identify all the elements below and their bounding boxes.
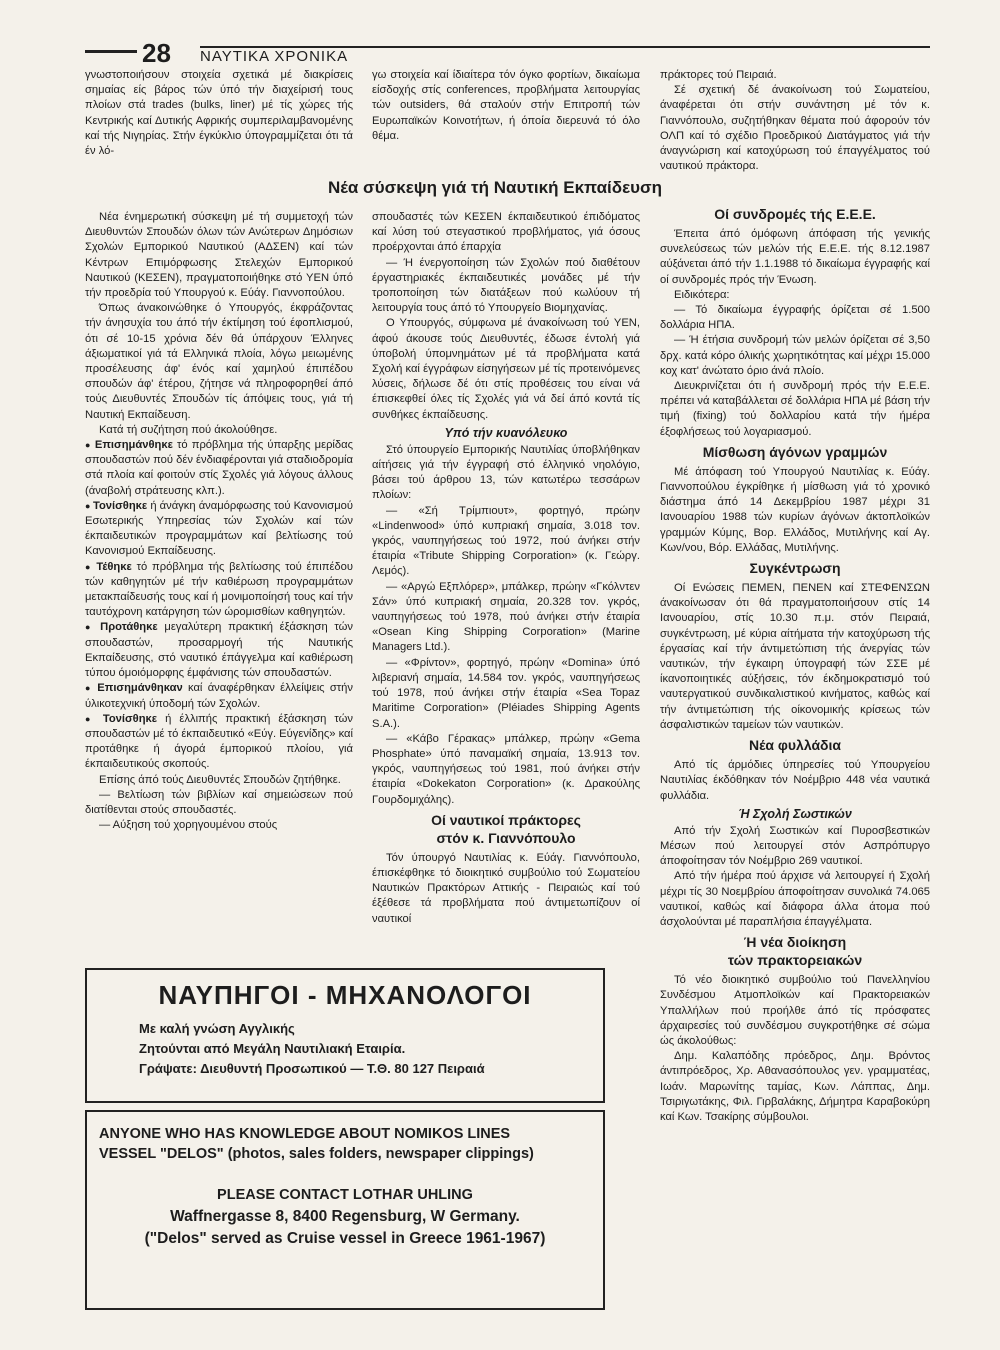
col1-bullet: ● Τονίσθηκε ή άνάγκη άναμόρφωσης τού Κανονισμού Εσωτερικής Υπηρεσίας τών Σχολών καί τών έκπαιδευτικών προγραμμάτων καί βελτίωσης τού Κανονισμού Εκπαίδευσης.: [85, 499, 353, 560]
col3-paragraph: Δημ. Καλαπόδης πρόεδρος, Δημ. Βρόντος άντιπρόεδρος, Χρ. Αθανασόπουλος γεν. γραμματέας, Ιωάν. Μαρωνίτης ταμίας, Κων. Λάππας, Δημ. Τσιριγωτάκης, Φιλ. Γιρβαλάκης, Δήμητρα Καραβοκύρη καί Κων. Τσακίρης σύμβουλοι.: [660, 1050, 930, 1123]
col1-paragraph: Επίσης άπό τούς Διευθυντές Σπουδών ζητήθηκε.: [99, 773, 341, 786]
col3-paragraph: Τό νέο διοικητικό συμβούλιο τού Πανελληνίου Συνδέσμου Ατμοπλοϊκών καί Πρακτορειακών Υπαλλήλων πού προήλθε άπό τίς πρόσφατες άρχαιρεσίες τού συνδέσμου συγκροτήθηκε σέ σώμα ώς άκολούθως:: [660, 974, 930, 1047]
col2-paragraph: — Ή ένεργοποίηση τών Σχολών πού διαθέτουν έργαστηριακές έκπαιδευτικές μονάδες μέ τήν τροποποίηση τών διατάξεων πού κωλύουν τή λειτουργία τους άπό τό Υπουργείο Βιομηχανίας.: [372, 256, 640, 315]
col1-paragraph: Κατά τή συζήτηση πού άκολούθησε.: [99, 423, 278, 436]
header-rule-left: [85, 50, 137, 53]
col1-bullet: ● Τονίσθηκε ή έλλιπής πρακτική έξάσκηση τών σπουδαστών μέ τό έκπαιδευτικό «Εύγ. Εύγενίδης» καί προτάθηκε ή άγορά έμπορικού πλοίου, γιά έκπαιδευτικούς σκοπούς.: [85, 712, 353, 773]
page-number: 28: [142, 38, 171, 68]
col3-paragraph: Έπειτα άπό όμόφωνη άπόφαση τής γενικής συνελεύσεως τών μελών τής Ε.Ε.Ε. τής 8.12.1987 αύξάνεται άπό τήν 1.1.1988 τό δικαίωμα έγγραφής καί οί συνδρομές πρός τήν Ένωση.: [660, 228, 930, 286]
top-col1-text: γνωστοποιήσουν στοιχεία σχετικά μέ διακρίσεις σημαίας είς βάρος τών ύπό τήν διαχείρισή τους πλοίων στά trades (bulks, liner) μέ τίς χώρες τής Κεντρικής καί Δυτικής Αφρικής συμπεριλαμβανομένης καί τής Νιγηρίας. Στήν έγκύκλιο ύπογραμμίζεται ότι τά έν λό-: [85, 69, 353, 158]
ad-line: ("Delos" served as Cruise vessel in Greece 1961-1967): [144, 1230, 546, 1247]
subheading-dioikisi: Ή νέα διοίκηση τών πρακτορειακών: [727, 934, 863, 969]
subheading-syndromes: Οί συνδρομές τής Ε.Ε.Ε.: [714, 206, 876, 222]
article-column-2: [372, 210, 640, 958]
ad-line: Με καλή γνώση Αγγλικής: [139, 1021, 295, 1036]
subheading-praktores: Οί ναυτικοί πράκτορες στόν κ. Γιαννόπουλο: [431, 811, 581, 846]
subheading-fylladia: Νέα φυλλάδια: [748, 737, 842, 754]
col3-paragraph: Από τίς άρμόδιες ύπηρεσίες τού Υπουργείου Ναυτιλίας έκδόθηκαν τόν Νοέμβριο 448 νέα ναυτικά φυλλάδια.: [660, 759, 930, 802]
col3-paragraph: Διευκρινίζεται ότι ή συνδρομή πρός τήν Ε.Ε.Ε. πρέπει νά καταβάλλεται σέ δολλάρια ΗΠΑ μέ βάση τήν τιμή (fixing) τού δολλαρίου κατά τήν ήμέρα έξοφλήσεως τού λογαριασμού.: [660, 380, 930, 438]
col1-bullet: ● Επισημάνθηκε τό πρόβλημα τής ύπαρξης μερίδας σπουδαστών πού δέν ένδιαφέρονται γιά σταδιοδρομία στά πλοία καί φοιτούν στίς Σχολές γιά λόγους άλλους (άναβολή στράτευσης κλπ.).: [85, 438, 353, 499]
ad-line: Waffnergasse 8, 8400 Regensburg, W Germany.: [170, 1208, 520, 1225]
col2-paragraph: — «Κάβο Γέρακας» μπάλκερ, πρώην «Gema Phosphate» ύπό παναμαϊκή σημαία, 13.913 τον. γκρός, ναυπηγήσεως τού 1981, πού άνήκει στήν έταιρία «Dokekaton Corporation» (κ. Δρακούλης Γουρδομιχάλης).: [372, 732, 640, 806]
col1-bullet: ● Επισημάνθηκαν καί άναφέρθηκαν έλλείψεις στήν ύλικοτεχνική ύποδομή τών Σχολών.: [85, 681, 353, 711]
col1-paragraph: Όπως άνακοινώθηκε ό Υπουργός, έκφράζοντας τήν άνησυχία του άπό τήν έκτίμηση τού έφοπλισμού, ότι σέ 10-15 χρόνια δέν θά ύπάρχουν Έλληνες άξιωματικοί γιά τά Ελληνικά πλοία, λόγω μειωμένης προσέλευσης άφ' ένός καί χαμηλού έπιπέδου σπουδών άφ' έτέρου, ζήτησε νά πληροφορηθεί άπό τούς Διευθυντές Σπουδών τίς άπόψεις τους, γιά τή Ναυτική Εκπαίδευση.: [85, 302, 353, 421]
col3-paragraph: — Ή έτήσια συνδρομή τών μελών όρίζεται σέ 3,50 δρχ. κατά κόρο όλικής χωρητικότητας καί μέχρι 15.000 κοχ κατ' άνώτατο όριο άνά πλοίο.: [660, 334, 930, 377]
ad-line: Ζητούνται από Μεγάλη Ναυτιλιακή Εταιρία.: [139, 1041, 406, 1056]
col2-paragraph: Στό ύπουργείο Εμπορικής Ναυτιλίας ύποβλήθηκαν αίτήσεις γιά τήν έγγραφή στό έλληνικό νηολόγιο, βάσει τού άρθρου 13, τών κατωτέρω τεσσάρων πλοίων:: [372, 443, 640, 502]
col1-paragraph: Νέα ένημερωτική σύσκεψη μέ τή συμμετοχή τών Διευθυντών Σπουδών όλων τών Ανώτερων Δημόσιων Σχολών Εμπορικού Ναυτικού (ΑΔΣΕΝ) καί τών Κέντρων Επιμόρφωσης Στελεχών Εμπορικού Ναυτικού (ΚΕΣΕΝ), πραγματοποιήθηκε στό ΥΕΝ ύπό τήν προεδρία τού Υπουργού κ. Εύάγ. Γιαννοπούλου.: [85, 211, 353, 300]
ad-line: Γράψατε: Διευθυντή Προσωπικού — Τ.Θ. 80 127 Πειραιά: [139, 1061, 485, 1076]
col3-paragraph: — Τό δικαίωμα έγγραφής όρίζεται σέ 1.500 δολλάρια ΗΠΑ.: [660, 304, 930, 332]
top-column-1: [85, 68, 353, 174]
publication-name: ΝΑΥΤΙΚΑ ΧΡΟΝΙΚΑ: [200, 48, 349, 65]
col1-paragraph: — Βελτίωση τών βιβλίων καί σημειώσεων πού διατίθενται στούς σπουδαστές.: [85, 788, 353, 816]
top-col2-text: γω στοιχεία καί ίδιαίτερα τόν όγκο φορτίων, δικαίωμα είσδοχής στίς conferences, προβλήματα λειτουργίας τών outsiders, θά σταλούν στήν Επιτροπή τών Ευρωπαϊκών Κοινοτήτων, ή όποία διερευνά τό όλο θέμα.: [372, 69, 640, 142]
main-article-title: Νέα σύσκεψη γιά τή Ναυτική Εκπαίδευση: [327, 178, 663, 197]
delos-notice: [85, 1110, 605, 1310]
col1-paragraph: — Αύξηση τού χορηγουμένου στούς: [99, 819, 278, 832]
top-column-3: [660, 68, 930, 202]
ad-line: ANYONE WHO HAS KNOWLEDGE ABOUT NOMIKOS LINES: [99, 1126, 511, 1142]
ad-title: ΝΑΥΠΗΓΟΙ - ΜΗΧΑΝΟΛΟΓΟΙ: [158, 980, 532, 1010]
article-column-1: [85, 210, 353, 958]
header-rule-right: [200, 46, 930, 48]
col3-paragraph: Οί Ενώσεις ΠΕΜΕΝ, ΠΕΝΕΝ καί ΣΤΕΦΕΝΣΩΝ άνακοίνωσαν ότι θά πραγματοποιήσουν στίς 14 Ιανουαρίου, στίς 10.30 π.μ. στόν Πειραιά, συγκέντρωση, μέ κύρια αίτήματα τήν κατοχύρωση τής έργασίας καί τήν άντιμετώπιση τής άνεργίας τών ναυτικών, τήν έγκαιρη ύπογραφή τών ΣΣΕ μέ ίκανοποιητικές αύξήσεις, τόν έκδημοκρατισμό τού ναυτεργατικού συνδικαλιστικού κινήματος, καθώς καί τήν άντιμετώπιση τής οίκονομικής κρίσεως τών άσφαλιστικών ταμείων τών ναυτικών.: [660, 582, 930, 731]
col2-paragraph: Ο Υπουργός, σύμφωνα μέ άνακοίνωση τού ΥΕΝ, άφού άκουσε τούς Διευθυντές, έδωσε έντολή γιά ύποβολή ύπομνημάτων μέ τά προβλήματα κατά Σχολή καί έγγράφων είσηγήσεων μέ τίς προτεινόμενες λύσεις, δήλωσε δέ ότι στίς προθέσεις του είναι νά έπισκεφθεί όλες τίς Σχολές γιά νά δεί άπό κοντά τίς συνθήκες έκπαίδευσης.: [372, 317, 640, 421]
subheading-misthosi: Μίσθωση άγόνων γραμμών: [702, 443, 888, 460]
col3-paragraph: Μέ άπόφαση τού Υπουργού Ναυτιλίας κ. Εύάγ. Γιαννοπούλου έγκρίθηκε ή μίσθωση γιά τό χρονικό διάστημα άπό 14 Δεκεμβρίου 1987 μέχρι 31 Ιανουαρίου 1988 τών κυρίων άγόνων άκτοπλοϊκών γραμμών Κύμης, Βορ. Ελλάδος, Μυτιλήνης καί Αγ. Κων/νου, Βόρ. Ελλάδας, Μυτιλήνης.: [660, 465, 930, 554]
col1-bullet: ● Προτάθηκε μεγαλύτερη πρακτική έξάσκηση τών σπουδαστών, προσαρμογή τής Ναυτικής Εκπαίδευσης, στό ναυτικό έπάγγελμα καί καθιέρωση τύπου όμοιόμορφης έμφάνισης τών σπουδαστών.: [85, 620, 353, 681]
col2-paragraph: — «Σή Τρίμπιουτ», φορτηγό, πρώην «Lindenwood» ύπό κυπριακή σημαία, 3.018 τον. γκρός, ναυπηγήσεως τού 1972, πού άνήκει στήν έταιρία «Tribute Shipping Corporation» (κ. Γεώργ. Λεμός).: [372, 504, 640, 578]
col2-paragraph: — «Φρίντον», φορτηγό, πρώην «Domina» ύπό λιβεριανή σημαία, 14.584 τον. γκρός, ναυπηγήσεως τού 1978, πού άνήκει στήν έταιρία «Sea Topaz Maritime Corporation» (Pléiades Shipping Agents S.A.).: [372, 656, 640, 730]
ad-line: VESSEL "DELOS" (photos, sales folders, newspaper clippings): [99, 1146, 534, 1162]
col3-paragraph: Από τήν ήμέρα πού άρχισε νά λειτουργεί ή Σχολή μέχρι τίς 30 Νοεμβρίου άποφοίτησαν συνολικά 74.065 ναυτικοί, καθώς καί διάφορα άλλα άτομα πού άσχολούνται μέ παραπλήσια έπαγγέλματα.: [660, 870, 930, 928]
top-col3-text: πράκτορες τού Πειραιά.: [660, 69, 777, 81]
ad-line: PLEASE CONTACT LOTHAR UHLING: [217, 1187, 473, 1203]
subheading-kyanoleuko: Υπό τήν κυανόλευκο: [444, 425, 568, 440]
col3-paragraph: Από τήν Σχολή Σωστικών καί Πυροσβεστικών Μέσων πού λειτουργεί στόν Ασπρόπυργο άποφοίτησαν τόν Νοέμβριο 269 ναυτικοί.: [660, 824, 930, 868]
top-col3-text: Σέ σχετική δέ άνακοίνωση τού Σωματείου, άναφέρεται ότι στήν συνάντηση μέ τόν κ. Γιαννόπουλο, συζητήθηκαν θέματα πού άφορούν τόν ΟΛΠ καί τό σχέδιο Προεδρικού Διατάγματος γιά τήν άναγνώριση καί κατοχύρωση τού έπαγγέλματος τού ναυτικού πράκτορα.: [660, 84, 930, 173]
top-column-2: [372, 68, 640, 174]
col2-paragraph: Τόν ύπουργό Ναυτιλίας κ. Εύάγ. Γιαννόπουλο, έπισκέφθηκε τό διοικητικό συμβούλιο τού Σωματείου Ναυτικών Πρακτόρων Αττικής - Πειραιώς καί τού έξέθεσε τά προβλήματα πού άντιμετωπίζουν οί ναυτικοί: [372, 851, 640, 925]
col1-bullet: ● Τέθηκε τό πρόβλημα τής βελτίωσης τού έπιπέδου τών καθηγητών μέ τήν καθιέρωση προγραμμάτων μετακπαίδευσής τους καί ή μονιμοποίησή τους καί τήν ταυτόχρονη κατάργηση τών ώρομισθίων καθηγητών.: [85, 560, 353, 621]
col2-paragraph: σπουδαστές τών ΚΕΣΕΝ έκπαιδευτικού έπιδόματος καί λύση τού στεγαστικού προβλήματος, γιά όσους προέρχονται άπό έπαρχία: [372, 211, 640, 254]
subheading-scholi: Ή Σχολή Σωστικών: [738, 806, 852, 821]
job-advertisement: [85, 968, 605, 1103]
article-column-3: [660, 202, 930, 1322]
col2-paragraph: — «Αργώ Εξπλόρερ», μπάλκερ, πρώην «Γκόλντεν Σάν» ύπό κυπριακή σημαία, 20.328 τον. γκρός, ναυπηγήσεως τού 1978, πού άνήκει στήν έταιρία «Osean King Shipping Corporation» (Marine Managers Ltd.).: [372, 580, 640, 654]
subheading-sygkentrosi: Συγκέντρωση: [749, 560, 841, 577]
col3-paragraph: Ειδικότερα:: [674, 288, 730, 301]
